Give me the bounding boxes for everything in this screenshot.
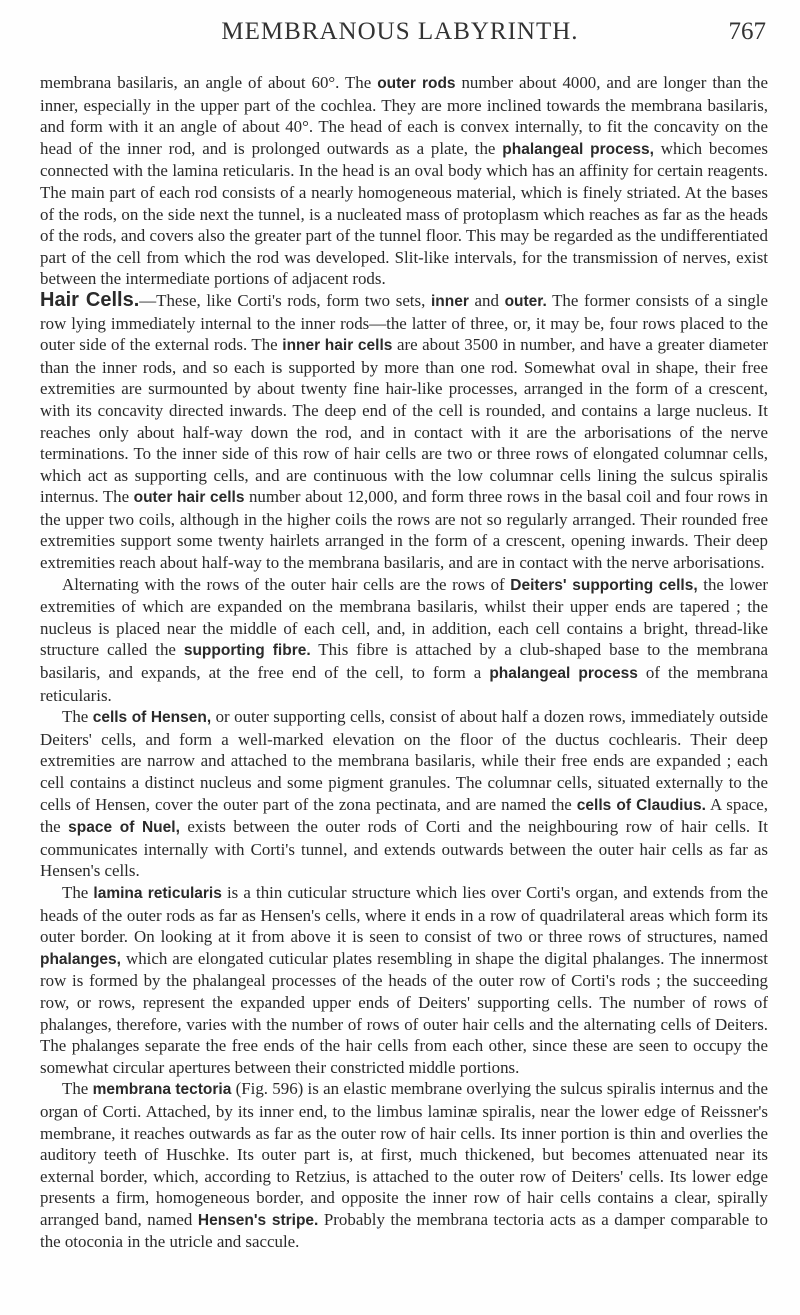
text-run: —These, like Corti's rods, form two sets,: [139, 290, 431, 310]
bold-term: cells of Claudius.: [576, 796, 706, 814]
text-run: This fibre is attached by a club-shaped base to the membrana basilaris, and expands, at the free end of the cell, to form a: [40, 640, 769, 683]
page-number: 767: [728, 18, 766, 45]
bold-term: phalangeal process,: [502, 140, 654, 158]
text-run: and: [468, 290, 505, 310]
text-run: of the membrana reticularis.: [40, 663, 768, 705]
text-run: A space, the: [40, 794, 768, 837]
text-run: or outer supporting cells, consist of about half a dozen rows, immediately outside Deiters' cells, and form a well-marked elevation on the floor of the ductus cochlearis. Their deep extremities are narrow and attached to the membrana basilaris, while their free ends are expanded ; each cell contains a distinct nucleus and some pigment granules. The columnar cells, situated externally to the cells of Hensen, cover the outer part of the zona pectinata, and are named the: [40, 707, 768, 814]
bold-term: inner: [430, 292, 469, 310]
running-title: MEMBRANOUS LABYRINTH.: [221, 18, 579, 45]
text-run: which becomes connected with the lamina reticularis. In the head is an oval body which has an affinity for certain reagents. The main part of each rod consists of a nearly homogeneous material, which is finely striated. At the bases of the rods, on the side next the tunnel, is a nucleated mass of protoplasm which reaches as far as the heads of the rods, and covers also the greater part of the tunnel floor. This may be regarded as the undifferentiated part of the cell from which the rod was developed. Slit-like intervals, for the transmission of nerves, exist between the intermediate portions of adjacent rods.: [40, 138, 768, 289]
text-run: number about 4000, and are longer than the inner, especially in the upper part of the cochlea. They are more inclined towards the membrana basilaris, and form with it an angle of about 40°. The head of each is convex internally, to fit the concavity on the head of the inner rod, and is prolonged outwards as a plate, the: [40, 73, 768, 158]
bold-term: outer.: [504, 292, 547, 310]
text-run: Probably the membrana tectoria acts as a damper comparable to the otoconia in the utricle and saccule.: [40, 1209, 768, 1252]
paragraph: [40, 290, 768, 574]
text-run: membrana basilaris, an angle of about 60°. The: [40, 73, 378, 92]
bold-term: phalangeal process: [489, 665, 638, 683]
text-run: The: [62, 882, 94, 902]
text-run: is a thin cuticular structure which lies over Corti's organ, and extends from the heads of the outer rods as far as Hensen's cells, where it ends in a row of quadrilateral areas which form its outer border. On looking at it from above it is seen to consist of two or three rows of structures, named: [40, 882, 768, 947]
paragraph: [40, 882, 768, 1078]
text-run: are about 3500 in number, and have a greater diameter than the inner rods, and so each is supported by more than one rod. Somewhat oval in shape, their free extremities are surmounted by about twenty fine hair-like processes, arranged in the form of a crescent, with its concavity directed inwards. The deep end of the cell is rounded, and contains a large nucleus. It reaches only about half-way down the rod, and in contact with it are the arborisations of the nerve terminations. To the inner side of this row of hair cells are two or three rows of elongated columnar cells, which act as supporting cells, and are continuous with the low columnar cells lining the sulcus spiralis internus. The: [40, 335, 768, 507]
text-run: the lower extremities of which are expanded on the membrana basilaris, whilst their upper ends are tapered ; the nucleus is placed near the middle of each cell, and, in addition, each cell contains a bright, thread-like structure called the: [40, 574, 769, 660]
bold-term: phalanges,: [40, 950, 121, 968]
bold-term: lamina reticularis: [93, 884, 222, 902]
paragraph: [40, 1078, 768, 1253]
bold-term: outer rods: [377, 75, 456, 92]
text-run: (Fig. 596) is an elastic membrane overlying the sulcus spiralis internus and the organ of Corti. Attached, by its inner end, to the limbus laminæ spiralis, near the lower edge of Reissner's membrane, it reaches outwards as far as the outer row of hair cells. Its inner portion is thin and overlies the auditory teeth of Huschke. Its outer part is, at first, much thickened, but becomes attenuated near its external border, which, according to Retzius, is attached to the outer row of Deiters' cells. Its lower edge presents a firm, homogeneous border, and opposite the inner row of hair cells contains a clear, spirally arranged band, named: [40, 1079, 768, 1229]
bold-term: supporting fibre.: [183, 642, 311, 660]
section-heading: Hair Cells.: [40, 288, 140, 311]
bold-term: outer hair cells: [133, 489, 245, 507]
paragraph: [40, 574, 768, 707]
text-run: Alternating with the rows of the outer hair cells are the rows of: [62, 574, 511, 594]
paragraph: [40, 72, 768, 290]
bold-term: Hensen's stripe.: [197, 1211, 319, 1229]
page-header: [0, 0, 800, 60]
text-run: The: [62, 1079, 93, 1099]
body-text: [40, 72, 768, 1253]
bold-term: membrana tectoria: [92, 1081, 232, 1099]
text-run: The: [62, 707, 93, 727]
bold-term: space of Nuel,: [68, 819, 180, 837]
bold-term: inner hair cells: [282, 337, 393, 355]
bold-term: cells of Hensen,: [92, 709, 212, 727]
paragraph: [40, 706, 768, 882]
text-run: exists between the outer rods of Corti and the neighbouring row of hair cells. It communicates internally with Corti's tunnel, and extends outwards between the outer hair cells as far as Hensen's cells.: [40, 817, 768, 881]
text-run: number about 12,000, and form three rows in the basal coil and four rows in the upper two coils, although in the higher coils the rows are not so regularly arranged. Their rounded free extremities support some twenty hairlets arranged in the form of a crescent, opening inwards. Their deep extremities reach about half-way to the membrana basilaris, and are in contact with the nerve arborisations.: [40, 487, 768, 573]
text-run: The former consists of a single row lying immediately internal to the inner rods—the latter of three, or, it may be, four rows placed to the outer side of the external rods. The: [40, 290, 768, 355]
text-run: which are elongated cuticular plates resembling in shape the digital phalanges. The innermost row is formed by the phalangeal processes of the heads of the outer row of Corti's rods ; the succeeding row, or rows, represent the expanded upper ends of Deiters' supporting cells. The number of rows of phalanges, therefore, varies with the number of rows of outer hair cells and the alternating cells of Deiters. The phalanges separate the free ends of the hair cells from each other, since these are seen to occupy the somewhat circular apertures between their constricted middle portions.: [40, 948, 768, 1077]
bold-term: Deiters' supporting cells,: [510, 576, 698, 594]
